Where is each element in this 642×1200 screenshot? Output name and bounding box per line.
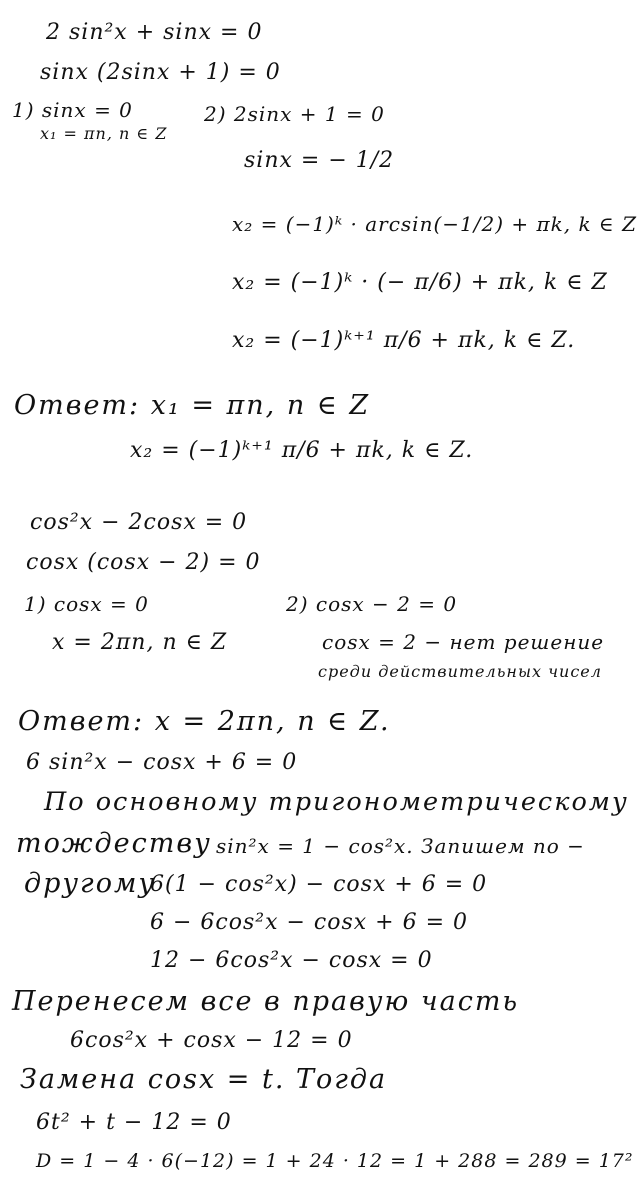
text-line: тождеству xyxy=(16,828,212,859)
text-line: sin²x = 1 − cos²x. Запишем по − xyxy=(216,834,585,858)
equation-line: cosx (cosx − 2) = 0 xyxy=(26,550,261,575)
equation-line: 6cos²x + cosx − 12 = 0 xyxy=(70,1028,353,1053)
equation-line: sinx (2sinx + 1) = 0 xyxy=(40,60,281,85)
equation-line: 2 sin²x + sinx = 0 xyxy=(46,20,263,45)
root-line: x₂ = (−1)ᵏ · arcsin(−1/2) + πk, k ∈ Z xyxy=(232,212,637,236)
equation-line: 6t² + t − 12 = 0 xyxy=(36,1110,232,1135)
root-line: x₂ = (−1)ᵏ⁺¹ π/6 + πk, k ∈ Z. xyxy=(232,328,576,353)
equation-line: 6 − 6cos²x − cosx + 6 = 0 xyxy=(150,910,469,935)
text-line: другому xyxy=(24,868,157,899)
equation-line: sinx = − 1/2 xyxy=(244,148,395,173)
case-line: 2) 2sinx + 1 = 0 xyxy=(204,102,385,126)
discriminant-line: D = 1 − 4 · 6(−12) = 1 + 24 · 12 = 1 + 288 = 289 = 17² xyxy=(36,1150,634,1172)
equation-line: 6 sin²x − cosx + 6 = 0 xyxy=(26,750,298,775)
note-line: среди действительных чисел xyxy=(318,662,602,681)
case-line: 2) cosx − 2 = 0 xyxy=(286,592,458,616)
note-line: cosx = 2 − нет решение xyxy=(322,630,605,654)
text-line: Перенесем все в правую часть xyxy=(12,986,520,1017)
case-line: 1) sinx = 0 xyxy=(12,98,133,122)
root-line: x = 2πn, n ∈ Z xyxy=(52,630,228,655)
root-line: x₂ = (−1)ᵏ · (− π/6) + πk, k ∈ Z xyxy=(232,270,608,295)
answer-line: x₂ = (−1)ᵏ⁺¹ π/6 + πk, k ∈ Z. xyxy=(130,438,474,463)
answer-line: Ответ: x = 2πn, n ∈ Z. xyxy=(18,706,391,737)
text-line: По основному тригонометрическому xyxy=(44,787,629,817)
equation-line: cos²x − 2cosx = 0 xyxy=(30,510,248,535)
equation-line: 6(1 − cos²x) − cosx + 6 = 0 xyxy=(150,872,488,897)
equation-line: 12 − 6cos²x − cosx = 0 xyxy=(150,948,433,973)
case-line: 1) cosx = 0 xyxy=(24,592,149,616)
answer-line: Ответ: x₁ = πn, n ∈ Z xyxy=(14,390,371,421)
root-line: x₁ = πn, n ∈ Z xyxy=(40,124,168,143)
text-line: Замена cosx = t. Тогда xyxy=(20,1064,388,1095)
